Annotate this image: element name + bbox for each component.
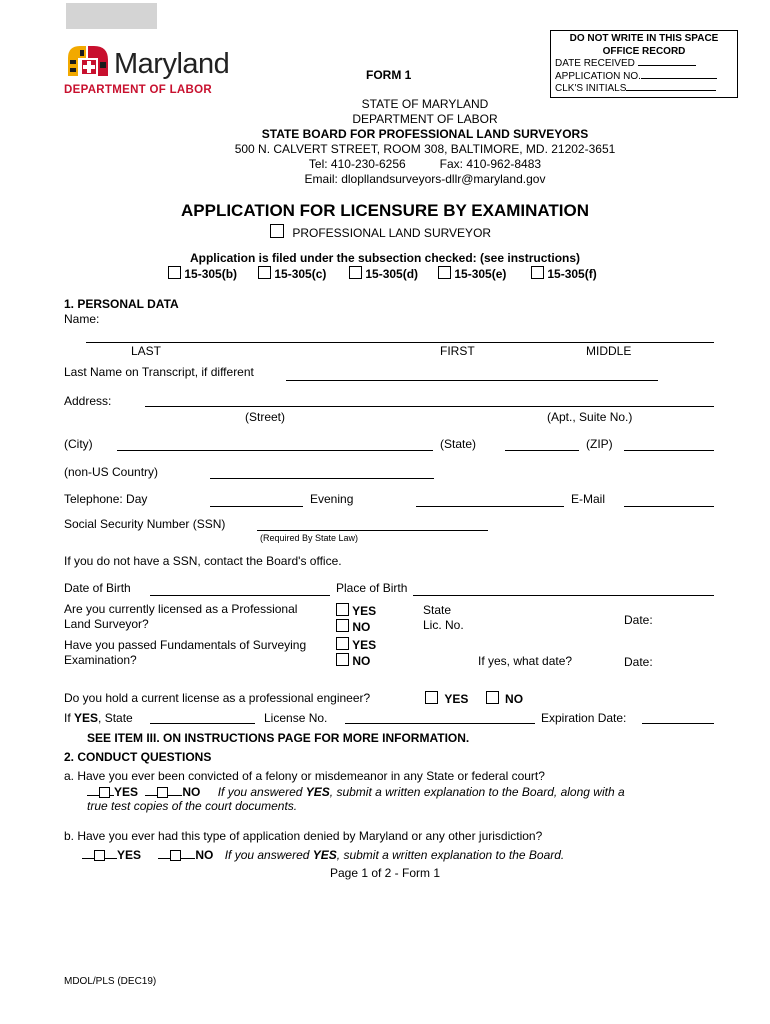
pe-expiration-field[interactable] [642,723,714,724]
form-label: FORM 1 [366,68,412,82]
header-tel: Tel: 410-230-6256 [308,157,406,171]
conduct-a-note-part2: , submit a written explanation to the Board, along with a [329,785,625,799]
subsection-label: 15-305(c) [274,267,327,281]
city-field[interactable] [117,450,433,451]
transcript-label: Last Name on Transcript, if different [64,365,254,379]
licensed-state-label [423,603,464,633]
logo-department: DEPARTMENT OF LABOR [64,84,212,96]
subsection-option[interactable] [531,266,597,281]
conduct-b-yes-label: YES [117,848,142,862]
application-no-label: APPLICATION NO. [555,70,641,82]
subsection-label: 15-305(e) [454,267,507,281]
lic-no-lbl: Lic. No. [423,618,464,632]
country-field[interactable] [210,478,434,479]
conduct-b-note [225,848,565,862]
conduct-a-no-label: NO [182,785,201,799]
pe-no-label: NO [505,692,524,706]
logo-wordmark: Maryland [114,48,230,80]
conduct-b-answers [82,848,702,862]
conduct-heading: 2. CONDUCT QUESTIONS [64,750,212,764]
date-received-label: DATE RECEIVED [555,58,635,69]
last-label: LAST [131,344,162,358]
subsection-checkbox[interactable] [349,266,362,279]
pe-license-no-label: License No. [264,711,328,725]
subsection-checkbox[interactable] [531,266,544,279]
conduct-question-a: a. Have you ever been convicted of a felony or misdemeanor in any State or federal court? [64,769,545,783]
ssn-contact: If you do not have a SSN, contact the Board's office. [64,554,342,568]
subsection-option[interactable] [349,266,418,281]
conduct-a-yes-label: YES [114,785,139,799]
date-received-row [555,58,733,71]
office-subtitle: OFFICE RECORD [602,45,686,57]
pe-yes-label: YES [444,692,469,706]
pe-state-suffix: , State [98,711,133,725]
license-type-row[interactable] [270,224,491,240]
maryland-logo [64,44,254,100]
pe-if-label: If [64,711,71,725]
middle-label: MIDDLE [586,344,632,358]
pob-label: Place of Birth [336,581,408,595]
fundamentals-question [64,638,306,668]
street-field[interactable] [145,406,714,407]
office-record-box [550,30,738,98]
licensed-no-label: NO [352,620,371,634]
header-board: STATE BOARD FOR PROFESSIONAL LAND SURVEYORS [261,127,589,141]
conduct-b-yes-option[interactable] [82,848,141,862]
apt-label: (Apt., Suite No.) [547,410,633,424]
license-type-checkbox[interactable] [270,224,284,238]
subsection-checkbox[interactable] [168,266,181,279]
pe-yes-checkbox[interactable] [425,691,438,704]
personal-heading: 1. PERSONAL DATA [64,297,179,311]
conduct-a-note [218,785,625,799]
street-label: (Street) [245,410,286,424]
subsection-checkbox[interactable] [438,266,451,279]
licensed-no-option[interactable] [336,619,376,635]
licensed-no-checkbox[interactable] [336,619,349,632]
zip-label: (ZIP) [586,437,613,451]
conduct-question-b: b. Have you ever had this type of application denied by Maryland or any other jurisdiction? [64,829,543,843]
conduct-a-note-yes: YES [305,785,330,799]
transcript-field[interactable] [286,380,658,381]
header-state: STATE OF MARYLAND [361,97,489,111]
name-label: Name: [64,312,100,326]
subsection-prompt: Application is filed under the subsection checked: (see instructions) [189,251,581,265]
email-field[interactable] [624,506,714,507]
pe-no-option[interactable] [486,692,523,706]
conduct-b-note-part1: If you answered [224,848,313,862]
evening-label: Evening [310,492,354,506]
zip-field[interactable] [624,450,714,451]
conduct-b-no-checkbox[interactable] [170,850,181,861]
pe-state-row [64,711,133,725]
licensed-yes-checkbox[interactable] [336,603,349,616]
fund-if-yes-label: If yes, what date? [478,654,573,668]
fund-q-line1: Have you passed Fundamentals of Surveying [64,638,307,652]
pe-question: Do you hold a current license as a professional engineer? [64,691,371,705]
dob-label: Date of Birth [64,581,131,595]
subsection-option[interactable] [258,266,326,281]
subsection-label: 15-305(f) [547,267,597,281]
ssn-label: Social Security Number (SSN) [64,517,226,531]
conduct-a-no-checkbox[interactable] [157,787,168,798]
state-label: (State) [440,437,477,451]
first-label: FIRST [440,344,475,358]
subsection-checkbox[interactable] [258,266,271,279]
licensed-q-line1: Are you currently licensed as a Professional [64,602,298,616]
fund-q-line2: Examination? [64,653,137,667]
application-no-row [555,71,733,84]
subsection-label: 15-305(b) [184,267,238,281]
maryland-flag-icon [64,44,112,78]
licensed-q-line2: Land Surveyor? [64,617,149,631]
licensed-question [64,602,297,632]
fund-yes-checkbox[interactable] [336,637,349,650]
pe-yes-option[interactable] [425,692,468,706]
header-tab [66,3,157,29]
header-fax: Fax: 410-962-8483 [439,157,542,171]
header-address: 500 N. CALVERT STREET, ROOM 308, BALTIMORE, MD. 21202-3651 [234,142,616,156]
state-field[interactable] [505,450,579,451]
pe-license-no-field[interactable] [345,723,535,724]
dob-field[interactable] [150,595,330,596]
subsection-label: 15-305(d) [365,267,419,281]
agency-header [160,97,690,187]
state-lbl: State [423,603,452,617]
pe-expiration-label: Expiration Date: [541,711,627,725]
pe-no-checkbox[interactable] [486,691,499,704]
conduct-b-no-label: NO [195,848,214,862]
fundamentals-options [336,637,376,669]
pe-options [425,691,523,706]
fund-yes-label: YES [352,638,377,652]
conduct-b-note-yes: YES [312,848,337,862]
licensed-date-label: Date: [624,613,653,627]
fund-yes-option[interactable] [336,637,376,653]
conduct-b-yes-checkbox[interactable] [94,850,105,861]
pe-state-field[interactable] [150,723,255,724]
conduct-a-yes-option[interactable] [87,785,138,799]
conduct-b-no-option[interactable] [158,848,213,862]
pob-field[interactable] [413,595,714,596]
header-phone-fax [160,157,690,172]
email-label: E-Mail [571,492,606,506]
office-title: DO NOT WRITE IN THIS SPACE [569,33,719,44]
clk-initials-label: CLK'S INITIALS [555,83,627,94]
conduct-a-yes-checkbox[interactable] [99,787,110,798]
subsection-option[interactable] [168,266,237,281]
clk-initials-row [555,83,733,96]
tel-day-label: Telephone: Day [64,492,148,506]
page-number: Page 1 of 2 - Form 1 [329,866,441,880]
see-item-note: SEE ITEM III. ON INSTRUCTIONS PAGE FOR MORE INFORMATION. [87,731,470,745]
licensed-yes-label: YES [352,604,377,618]
licensed-yes-option[interactable] [336,603,376,619]
licensed-options [336,603,376,635]
conduct-a-note-line2: true test copies of the court documents. [87,799,298,813]
ssn-note: (Required By State Law) [260,533,359,543]
name-field[interactable] [86,342,714,343]
conduct-b-note-part2: , submit a written explanation to the Board. [336,848,565,862]
city-label: (City) [64,437,93,451]
header-email: Email: dlopllandsurveyors-dllr@maryland.gov [304,172,546,186]
footer-code: MDOL/PLS (DEC19) [64,976,157,987]
page-title: APPLICATION FOR LICENSURE BY EXAMINATION [180,201,590,220]
pe-yes-bold: YES [74,711,99,725]
ssn-field[interactable] [257,530,488,531]
address-label: Address: [64,394,112,408]
country-label: (non-US Country) [64,465,159,479]
header-dept: DEPARTMENT OF LABOR [352,112,498,126]
conduct-a-answers [87,785,687,813]
license-type-label: PROFESSIONAL LAND SURVEYOR [292,226,492,240]
subsection-option[interactable] [438,266,506,281]
fund-no-label: NO [352,654,371,668]
fund-no-checkbox[interactable] [336,653,349,666]
conduct-a-no-option[interactable] [145,785,200,799]
tel-day-field[interactable] [210,506,303,507]
fund-no-option[interactable] [336,653,376,669]
evening-field[interactable] [416,506,564,507]
conduct-a-note-part1: If you answered [217,785,306,799]
fund-date-label: Date: [624,655,653,669]
